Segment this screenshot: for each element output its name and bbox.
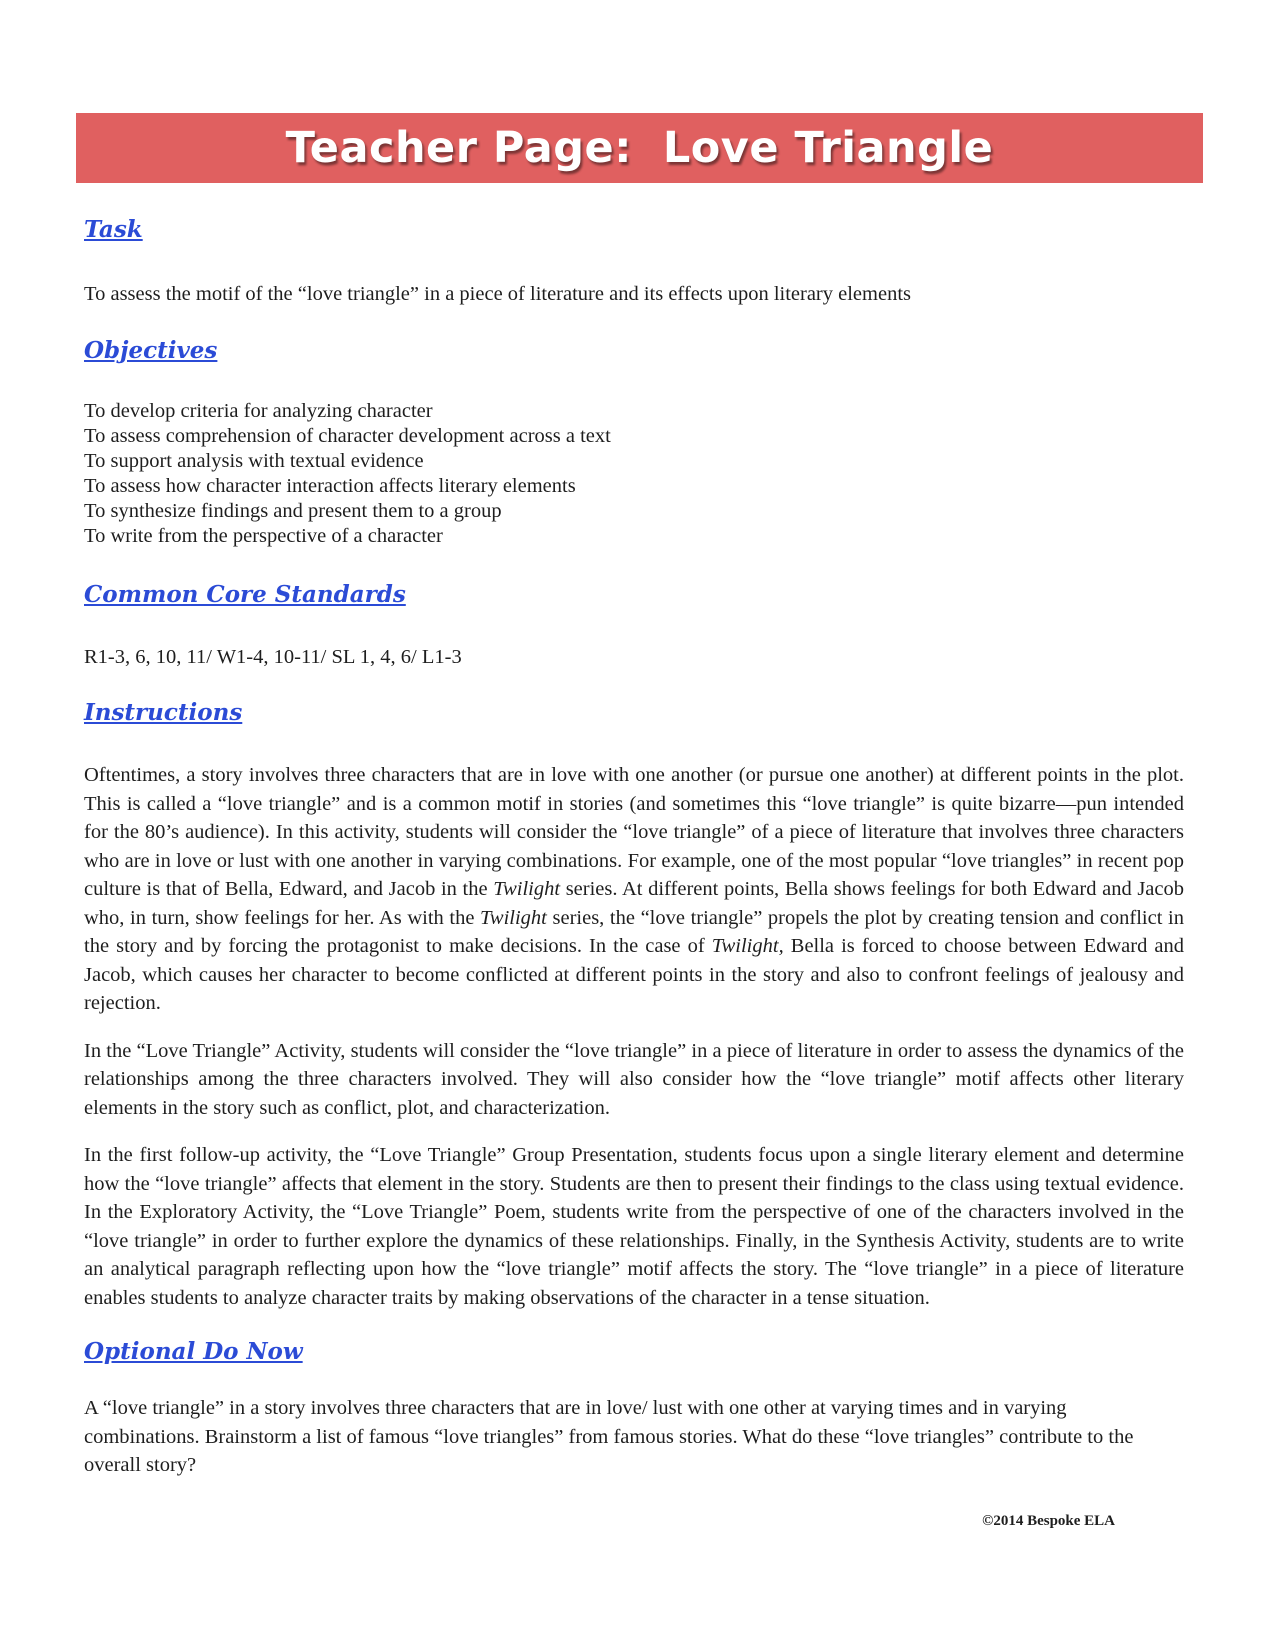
task-heading: Task bbox=[84, 216, 143, 243]
task-text: To assess the motif of the “love triangle” in a piece of literature and its effects upon literary elements bbox=[84, 283, 911, 305]
copyright-notice: ©2014 Bespoke ELA bbox=[982, 1513, 1115, 1529]
book-title: Twilight bbox=[480, 906, 547, 929]
objective-item: To develop criteria for analyzing character bbox=[84, 399, 433, 422]
objective-item: To synthesize findings and present them to a group bbox=[84, 499, 502, 522]
instructions-paragraph-2: In the “Love Triangle” Activity, students will consider the “love triangle” in a piece of literature in order to assess the dynamics of the relationships among the three characters involved. They will also consider how the “love triangle” motif affects other literary elements in the story such as conflict, plot, and characterization. bbox=[84, 1039, 1184, 1119]
do-now-heading: Optional Do Now bbox=[84, 1338, 303, 1365]
objective-item: To write from the perspective of a character bbox=[84, 524, 443, 547]
do-now-text: A “love triangle” in a story involves three characters that are in love/ lust with one other at varying times and in varying combinations. Brainstorm a list of famous “love triangles” from famous stories. What do these “love triangles” contribute to the overall story? bbox=[84, 1397, 1134, 1476]
objective-item: To support analysis with textual evidence bbox=[84, 449, 424, 472]
objectives-heading: Objectives bbox=[84, 336, 218, 364]
document-body bbox=[84, 212, 1184, 1480]
book-title: Twilight bbox=[493, 878, 561, 900]
page-title: Teacher Page: Love Triangle bbox=[285, 123, 994, 173]
para-text: series, the “love triangle” propels the plot by creating tension and conflict in the story and by forcing the protagonist to make decisions. In the case of bbox=[84, 906, 1184, 957]
instructions-paragraph-1 bbox=[84, 761, 1184, 1018]
instructions-paragraph-3: In the first follow-up activity, the “Love Triangle” Group Presentation, students focus upon a single literary element and determine how the “love triangle” affects that element in the story. Students are then to present their findings to the class using textual evidence. In the Exploratory Activity, the “Love Triangle” Poem, students write from the perspective of one of the characters involved in the “love triangle” in order to further explore the dynamics of these relationships. Finally, in the Synthesis Activity, students are to write an analytical paragraph reflecting upon how the “love triangle” motif affects the story. The “love triangle” in a piece of literature enables students to analyze character traits by making observations of the character in a tense situation. bbox=[84, 1144, 1184, 1309]
title-banner bbox=[76, 113, 1203, 183]
para-text: Oftentimes, a story involves three characters that are in love with one another (or pursue one another) at different points in the plot. This is called a “love triangle” and is a common motif in stories (and sometimes this “love triangle” is quite bizarre—pun intended for the 80’s audience). In this activity, students will consider the “love triangle” of a piece of literature that involves three characters who are in love or lust with one another in varying combinations. For example, one of the most popular “love triangles” in recent pop culture is that of Bella, Edward, and Jacob in the bbox=[84, 764, 1184, 900]
book-title: Twilight, bbox=[711, 935, 784, 957]
standards-text: R1-3, 6, 10, 11/ W1-4, 10-11/ SL 1, 4, 6/ L1-3 bbox=[84, 645, 462, 668]
objective-item: To assess how character interaction affects literary elements bbox=[84, 474, 576, 497]
standards-heading: Common Core Standards bbox=[84, 580, 406, 608]
para-text: series. At different points, Bella shows feelings for both Edward and Jacob who, in turn, show feelings for her. As with the bbox=[84, 878, 1184, 929]
para-text: Bella is forced to choose between Edward and Jacob, which causes her character to become conflicted at different points in the story and also to confront feelings of jealousy and rejection. bbox=[84, 935, 1185, 1014]
objective-item: To assess comprehension of character development across a text bbox=[84, 424, 611, 447]
objectives-list bbox=[84, 399, 1184, 549]
instructions-heading: Instructions bbox=[84, 699, 243, 726]
